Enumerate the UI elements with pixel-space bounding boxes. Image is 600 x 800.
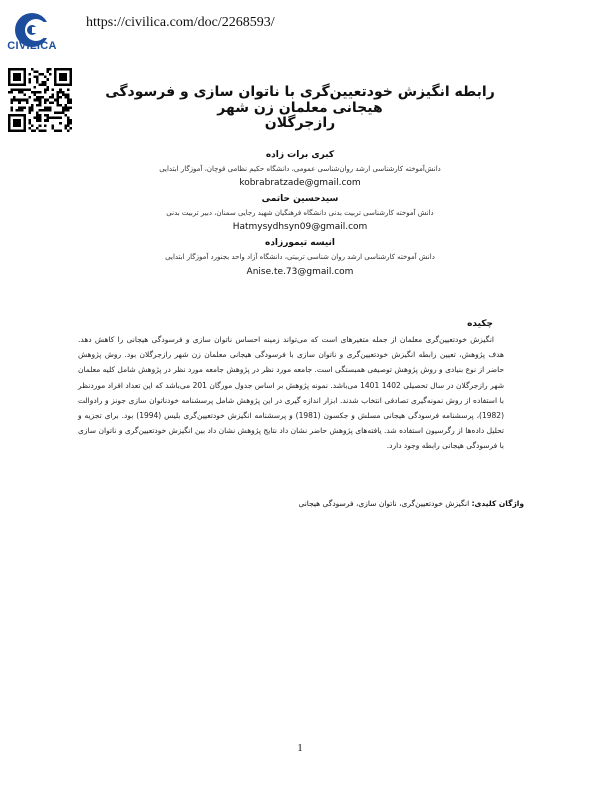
logo-text: CIVILICA	[7, 40, 57, 52]
author-name: سیدحسین حاتمی	[261, 194, 339, 204]
paper-title-line-1: رابطه انگیزش خودتعیین‌گری با ناتوان سازی و فرسودگی هیجانی معلمان زن شهر	[105, 84, 495, 116]
keywords-label: واژگان کلیدی:	[471, 499, 524, 508]
abstract-body	[78, 332, 504, 454]
author-affiliation: دانش آموخته کارشناسی ارشد روان شناسی تربیتی، دانشگاه آزاد واحد بجنورد آموزگار ابتدایی	[165, 253, 435, 261]
abstract-text: انگیزش خودتعیین‌گری معلمان از جمله متغیرهای است که می‌تواند زمینه احساس ناتوان سازی و فرسودگی هیجانی را کاهش دهد. هدف پژوهش، تعیین رابطه انگیزش خودتعیین‌گری و ناتوان سازی با فرسودگی هیجانی معلمان زن شهر رازجرگلان بود. روش پژوهش حاضر از نوع بنیادی و روش پژوهش توصیفی همبستگی است. جامعه مورد نظر در پژوهش جامعه مورد نظر در پژوهش شامل کلیه معلمان شهر رازجرگلان در سال تحصیلی 1402 1401 می‌باشد. نمونه پژوهش بر اساس جدول مورگان 201 می‌باشد که این تعداد افراد موردنظر با استفاده از روش نمونه‌گیری تصادفی انتخاب شدند. ابزار اندازه گیری در این پژوهش شامل پرسشنامه خودناتوان سازی جونز و رادوالت (1982)، پرسشنامه فرسودگی هیجانی مسلش و جکسون (1981) و پرسشنامه انگیزش خودتعیین‌گری بلیس (1994) بود. برای تجزیه و تحلیل داده‌ها از رگرسیون استفاده شد. یافته‌های پژوهش حاضر نشان داد نتایج پژوهش نشان داد بین انگیزش خودتعیین‌گری و ناتوان سازی با فرسودگی هیجانی رابطه وجود دارد.	[78, 335, 505, 451]
author-name: انیسه تیمورزاده	[265, 238, 335, 248]
author-email[interactable]: kobrabratzade@gmail.com	[239, 178, 361, 188]
author-email[interactable]: Hatmysydhsyn09@gmail.com	[232, 222, 368, 232]
author-affiliation: دانش آموخته کارشناسی تربیت بدنی دانشگاه فرهنگیان شهید رجایی سمنان، دبیر تربیت بدنی	[166, 209, 434, 217]
abstract-heading: چکیده	[467, 319, 493, 329]
page-number: 1	[297, 742, 303, 754]
document-url[interactable]: https://civilica.com/doc/2268593/	[86, 15, 275, 30]
paper-title-line-2: رازجرگلان	[264, 115, 336, 131]
keywords	[80, 499, 524, 508]
qr-code-icon	[8, 68, 72, 132]
author-name: کبری برات زاده	[265, 150, 335, 160]
author-email[interactable]: Anise.te.73@gmail.com	[246, 267, 354, 277]
keywords-text: انگیزش خودتعیین‌گری، ناتوان سازی، فرسودگی هیجانی	[298, 499, 470, 508]
author-affiliation: دانش‌آموخته کارشناسی ارشد روان‌شناسی عمومی، دانشگاه حکیم نظامی قوچان، آموزگار ابتدایی	[159, 165, 441, 173]
